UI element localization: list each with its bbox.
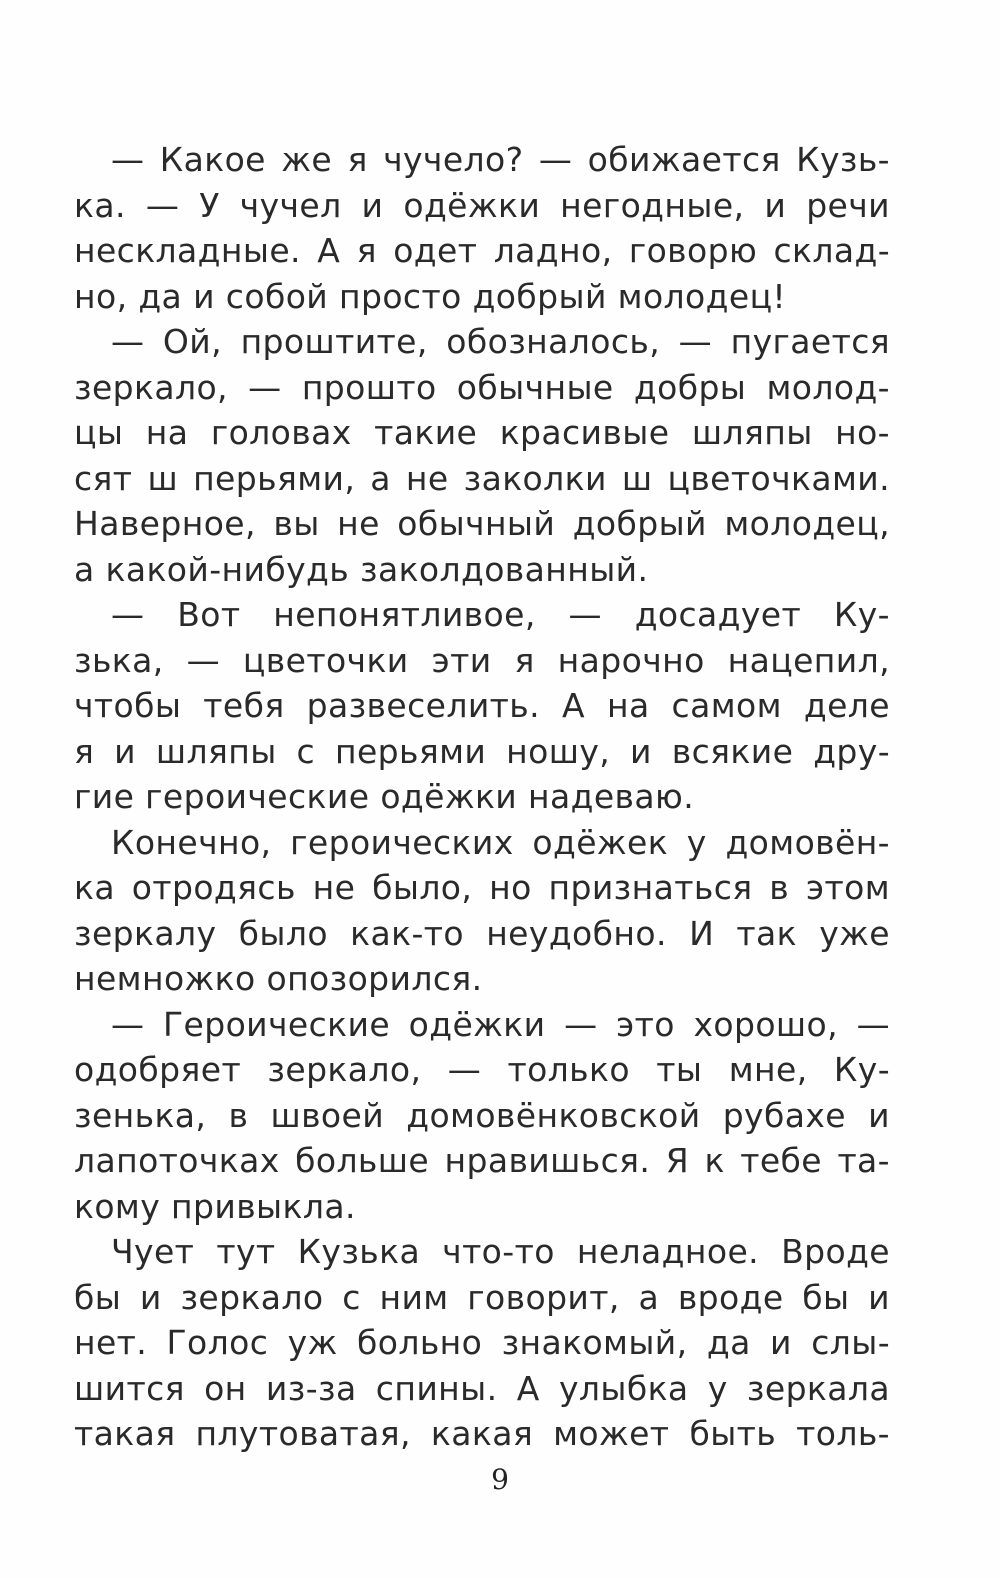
page-number: 9: [491, 1463, 509, 1496]
paragraph: [74, 319, 890, 592]
text-line: зеркало, — прошто обычные добры молод-: [74, 367, 890, 407]
paragraph: [74, 1002, 890, 1230]
text-line: зенька, в швоей домовёнковской рубахе и: [74, 1095, 890, 1135]
text-line: но, да и собой просто добрый молодец!: [74, 276, 787, 316]
text-line: зька, — цветочки эти я нарочно нацепил,: [74, 640, 890, 680]
text-line: — Ой, проштите, обозналось, — пугается: [111, 322, 890, 361]
text-line: нескладные. А я одет ладно, говорю склад-: [74, 231, 890, 270]
text-line: зеркалу было как-то неудобно. И так уже: [74, 913, 890, 953]
text-line: чтобы тебя развеселить. А на самом деле: [74, 686, 890, 725]
text-line: — Какое же я чучело? — обижается Кузь-: [111, 140, 890, 179]
text-line: немножко опозорился.: [74, 959, 483, 998]
paragraph: [74, 820, 890, 1002]
text-line: — Вот непонятливое, — досадует Ку-: [111, 595, 890, 634]
text-line: лапоточках больше нравишься. Я к тебе та-: [74, 1141, 890, 1180]
text-line: Чует тут Кузька что-то неладное. Вроде: [111, 1232, 890, 1271]
paragraph: [74, 592, 890, 820]
text-line: бы и зеркало с ним говорит, а вроде бы и: [74, 1277, 890, 1317]
text-line: гие героические одёжки надеваю.: [74, 777, 695, 816]
text-line: одобряет зеркало, — только ты мне, Ку-: [74, 1050, 890, 1089]
text-line: нет. Голос уж больно знакомый, да и слы-: [74, 1323, 890, 1362]
text-line: Конечно, героических одёжек у домовён-: [111, 822, 890, 862]
text-line: я и шляпы с перьями ношу, и всякие дру-: [74, 731, 890, 771]
text-line: цы на головах такие красивые шляпы но-: [74, 413, 890, 452]
text-line: — Героические одёжки — это хорошо, —: [111, 1004, 890, 1044]
text-line: такая плутоватая, какая может быть толь-: [74, 1414, 890, 1453]
text-line: ка. — У чучел и одёжки негодные, и речи: [74, 185, 890, 225]
paragraph: [74, 1229, 890, 1457]
text-line: Наверное, вы не обычный добрый молодец,: [74, 504, 890, 543]
text-line: шится он из-за спины. А улыбка у зеркала: [74, 1368, 890, 1408]
text-line: ка отродясь не было, но признаться в этом: [74, 868, 890, 907]
text-line: сят ш перьями, а не заколки ш цветочками.: [74, 458, 890, 498]
text-body: [74, 137, 890, 1457]
text-line: кому привыкла.: [74, 1186, 356, 1226]
text-line: а какой-нибудь заколдованный.: [74, 549, 649, 589]
paragraph: [74, 137, 890, 319]
